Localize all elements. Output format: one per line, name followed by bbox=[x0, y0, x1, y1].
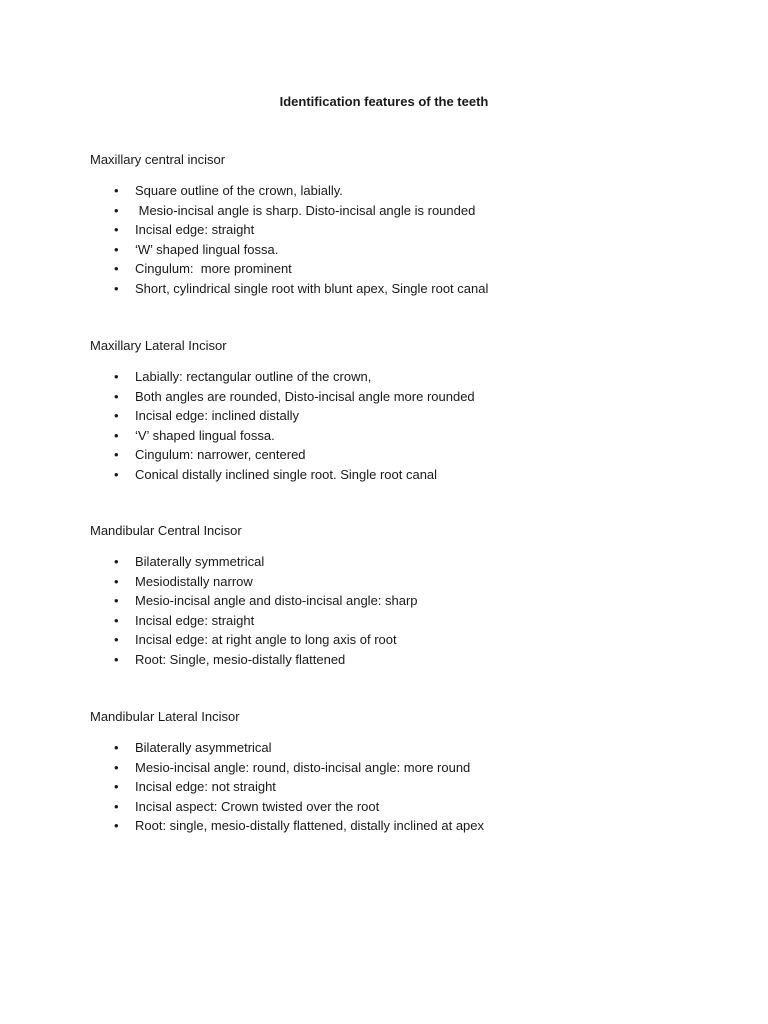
list-item bbox=[90, 591, 710, 611]
list-item-text: Incisal aspect: Crown twisted over the root bbox=[135, 798, 380, 814]
list-item-text: ‘V’ shaped lingual fossa. bbox=[135, 427, 275, 443]
bullet-icon: • bbox=[114, 818, 119, 834]
section-mandibular-lateral-incisor bbox=[90, 708, 710, 836]
document-title-text: Identification features of the teeth bbox=[279, 94, 489, 109]
list-item bbox=[90, 465, 710, 485]
list-item bbox=[90, 758, 710, 778]
feature-list bbox=[90, 738, 710, 836]
list-item-text: Labially: rectangular outline of the crown, bbox=[135, 369, 372, 384]
section-mandibular-central-incisor bbox=[90, 522, 710, 670]
bullet-icon: • bbox=[114, 632, 119, 648]
list-item bbox=[90, 201, 710, 221]
list-item bbox=[90, 259, 710, 279]
bullet-icon: • bbox=[114, 593, 119, 609]
list-item-text: Conical distally inclined single root. Single root canal bbox=[135, 466, 438, 482]
list-item bbox=[90, 738, 710, 758]
list-item bbox=[90, 406, 710, 426]
section-heading: Maxillary Lateral Incisor bbox=[90, 338, 227, 353]
section-maxillary-lateral-incisor bbox=[90, 337, 710, 485]
list-item-text: Root: single, mesio-distally flattened, distally inclined at apex bbox=[135, 818, 485, 834]
bullet-icon: • bbox=[114, 798, 119, 814]
list-item-text: Bilaterally symmetrical bbox=[135, 554, 265, 569]
bullet-icon: • bbox=[114, 388, 119, 404]
list-item bbox=[90, 387, 710, 407]
bullet-icon: • bbox=[114, 651, 119, 667]
bullet-icon: • bbox=[114, 222, 119, 238]
list-item bbox=[90, 279, 710, 299]
list-item-text: Mesio-incisal angle: round, disto-incisal angle: more round bbox=[135, 759, 471, 775]
list-item-text: Square outline of the crown, labially. bbox=[135, 183, 343, 198]
list-item-text: Incisal edge: straight bbox=[135, 222, 255, 238]
section-heading: Mandibular Central Incisor bbox=[90, 523, 242, 538]
list-item bbox=[90, 572, 710, 592]
bullet-icon: • bbox=[114, 202, 119, 218]
bullet-icon: • bbox=[114, 779, 119, 795]
list-item bbox=[90, 181, 710, 201]
section-heading: Mandibular Lateral Incisor bbox=[90, 709, 240, 724]
list-item-text: Bilaterally asymmetrical bbox=[135, 740, 272, 755]
document-title bbox=[0, 93, 768, 111]
bullet-icon: • bbox=[114, 573, 119, 589]
feature-list bbox=[90, 552, 710, 670]
bullet-icon: • bbox=[114, 408, 119, 424]
bullet-icon: • bbox=[114, 447, 119, 463]
bullet-icon: • bbox=[114, 554, 119, 569]
bullet-icon: • bbox=[114, 427, 119, 443]
bullet-icon: • bbox=[114, 740, 119, 755]
bullet-icon: • bbox=[114, 183, 119, 198]
list-item-text: Root: Single, mesio-distally flattened bbox=[135, 651, 346, 667]
list-item bbox=[90, 611, 710, 631]
bullet-icon: • bbox=[114, 261, 119, 277]
section-heading: Maxillary central incisor bbox=[90, 152, 226, 167]
list-item-text: Incisal edge: straight bbox=[135, 612, 255, 628]
feature-list bbox=[90, 367, 710, 485]
list-item-text: Mesio-incisal angle and disto-incisal angle: sharp bbox=[135, 593, 418, 609]
list-item bbox=[90, 777, 710, 797]
section-maxillary-central-incisor bbox=[90, 151, 710, 299]
list-item-text: ‘W’ shaped lingual fossa. bbox=[135, 241, 279, 257]
list-item bbox=[90, 240, 710, 260]
list-item bbox=[90, 552, 710, 572]
bullet-icon: • bbox=[114, 759, 119, 775]
list-item-text: Mesio-incisal angle is sharp. Disto-incisal angle is rounded bbox=[135, 202, 476, 218]
list-item-text: Short, cylindrical single root with blunt apex, Single root canal bbox=[135, 280, 489, 296]
bullet-icon: • bbox=[114, 280, 119, 296]
list-item bbox=[90, 816, 710, 836]
list-item bbox=[90, 650, 710, 670]
list-item bbox=[90, 367, 710, 387]
list-item-text: Incisal edge: inclined distally bbox=[135, 408, 300, 424]
list-item bbox=[90, 630, 710, 650]
list-item-text: Cingulum: more prominent bbox=[135, 261, 292, 277]
bullet-icon: • bbox=[114, 369, 119, 384]
list-item-text: Cingulum: narrower, centered bbox=[135, 447, 306, 463]
list-item-text: Incisal edge: at right angle to long axis of root bbox=[135, 632, 397, 648]
list-item bbox=[90, 220, 710, 240]
list-item bbox=[90, 445, 710, 465]
list-item-text: Mesiodistally narrow bbox=[135, 573, 253, 589]
list-item bbox=[90, 797, 710, 817]
list-item-text: Both angles are rounded, Disto-incisal angle more rounded bbox=[135, 388, 475, 404]
bullet-icon: • bbox=[114, 612, 119, 628]
bullet-icon: • bbox=[114, 241, 119, 257]
feature-list bbox=[90, 181, 710, 299]
list-item bbox=[90, 426, 710, 446]
list-item-text: Incisal edge: not straight bbox=[135, 779, 276, 795]
bullet-icon: • bbox=[114, 466, 119, 482]
